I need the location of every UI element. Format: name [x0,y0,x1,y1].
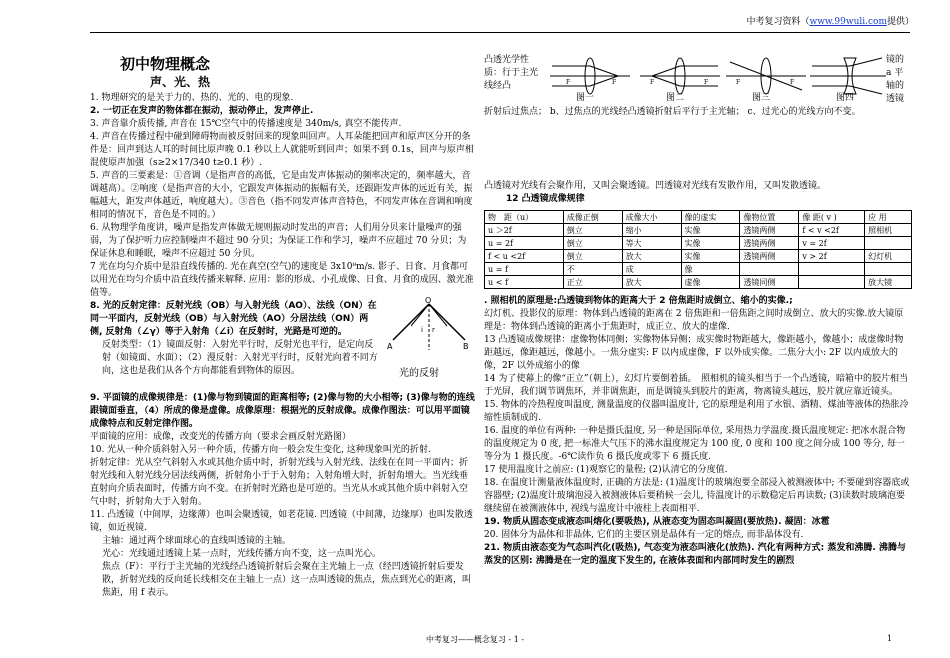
lens-imaging-table [484,210,912,289]
table-cell: 透镜两侧 [740,250,799,263]
para-r7: 16. 温度的单位有两种: 一种是摄氏温度, 另一种是国际单位, 采用热力学温度.摄氏温度规定: 把冰水混合物的温度规定为 0 度, 把一标准大气压下的沸水温度规定为 100 度, 0 度和 100 度之间分成 100 等分, 每一等分为 1 摄氏度。-6℃读作负 6 摄氏度或零下 6 摄氏度. [484,426,906,462]
para-r2: . 照相机的原理是:凸透镜到物体的距离大于 2 倍焦距时成倒立、缩小的实像.; [484,296,793,306]
table-cell: 正立 [563,276,622,289]
table-cell [740,263,799,276]
lens-diagrams [548,54,888,102]
header-link[interactable]: www.99wuli.com [809,17,887,27]
fig-2-label: 图二 [666,93,685,102]
table-cell: 放大 [622,250,681,263]
svg-text:F: F [566,79,571,86]
table-cell: u = 2f [485,237,564,250]
table-header-cell: 像的虚实 [681,211,740,224]
svg-text:F: F [650,79,655,86]
fig-1-label: 图一 [576,93,595,102]
table-row [485,237,912,250]
header-suffix: 提供） [886,17,914,27]
para-8b: 反射类型：（1）镜面反射：入射光平行时，反射光也平行，是定向反射（如镜面、水面）；（2）漫反射：入射光平行时，反射光向着不同方向，这也是我们从各个方向都能看到物体的原因。 [102,340,378,376]
table-cell: u = f [485,263,564,276]
table-cell: 实像 [681,224,740,237]
table-row [485,250,912,263]
table-header-cell: 物 距（u） [485,211,564,224]
lens-fig-3 [726,58,806,102]
fig-4-label: 图四 [836,93,855,102]
para-7: 7 光在均匀介质中是沿直线传播的. 光在真空(空气)的速度是 3x10⁸m/s. 影子、日食、月食都可以用光在均匀介质中沿直线传播来解释. 应用：影的形成、小孔成像、日食、月食的成因、激光准值等。 [90,262,474,298]
table-header-cell: 成像正倒 [563,211,622,224]
para-9b: 平面镜的应用：成像，改变光的传播方向（要求会画反射光路图） [90,432,352,442]
page-header [747,14,915,27]
para-10b: 折射定律：光从空气斜射入水或其他介质中时，折射光线与入射光线、法线在在同一平面内；折射光线和入射光线分居法线两侧，折射角小于于入射角；入射角增大时，折射角增大。当光线垂直射向介质表面时，传播方向不变。在折射时光路也是可逆的。当光从水或其他介质中斜射入空气中时，折射角大于入射角。 [90,458,469,507]
table-cell: 成 [622,263,681,276]
para-9: 9. 平面镜的成像规律是：(1)像与物到镜面的距离相等; (2)像与物的大小相等; (3)像与物的连线跟镜面垂直，（4）所成的像是虚像。成像原理：根据光的反射成像。成像作图法：可以用平面镜成像特点和反射定律作图。 [90,393,475,429]
table-cell: 幻灯机 [865,250,912,263]
para-11: 11. 凸透镜（中间厚，边缘薄）也叫会聚透镜，如老花镜. 凹透镜（中间薄，边缘厚）也叫发散透镜，如近视镜. [90,510,473,533]
para-8: 8. 光的反射定律：反射光线（OB）与入射光线（AO）、法线（ON）在同一平面内，反射光线（OB）与入射光线（AO）分居法线（ON）两侧, 反射角（∠γ）等于入射角（∠i）在反射时，光路是可逆的。 [90,301,377,337]
svg-text:A: A [387,342,393,351]
table-header-cell: 应 用 [865,211,912,224]
para-r9: 18. 在温度计测量液体温度时, 正确的方法是: (1)温度计的玻璃泡要全部浸入被测液体中; 不要碰到容器底或容器壁; (2)温度计玻璃泡浸入被测液体后要稍候一会儿, 待温度计的示数稳定后再读数; (3)读数时玻璃泡要继续留在被测液体中, 视线与温度计中液柱上表面相平. [484,478,910,514]
para-11c: 焦点（F）：平行于主光轴的光线经凸透镜折射后会聚在主光轴上一点（经凹透镜折射后要发散，折射光线的反向延长线相交在主轴上一点）这一点叫透镜的焦点，焦点到光心的距离，叫焦距，用 f 表示。 [102,562,472,598]
para-11a: 主轴：通过两个球面球心的直线叫透镜的主轴。 [102,536,292,546]
table-cell: 等大 [622,237,681,250]
reflection-label: 光的反射 [399,368,439,379]
table-row [485,263,912,276]
lens-figure-section [484,54,912,142]
lens-fig-2 [640,58,720,102]
para-r5: 14 为了使幕上的像“正立”（朝上），幻灯片要倒着插。 照相机的镜头相当于一个凸透镜，暗箱中的胶片相当于光屏，我们调节调焦环，并非调焦距，而是调镜头到胶片的距离，物离镜头越远，胶片就应靠近镜头。 [484,374,909,397]
table-cell: 透镜两侧 [740,224,799,237]
table-cell: v = 2f [799,237,865,250]
table-cell: 透镜两侧 [740,237,799,250]
para-r6: 15. 物体的冷热程度叫温度, 测量温度的仪器叫温度计, 它的原理是利用了水银、酒精、煤油等液体的热胀冷缩性质制成的. [484,400,909,423]
table-cell: u < f [485,276,564,289]
table-cell: 实像 [681,237,740,250]
right-column [484,54,912,568]
para-3: 3. 声音靠介质传播, 声音在 15℃空气中的传播速度是 340m/s, 真空不能传声. [90,119,402,129]
svg-text:F: F [790,79,795,86]
table-header-row [485,211,912,224]
para-r10: 19. 物质从固态变成液态叫熔化(要吸热), 从液态变为固态叫凝固(要放热). 凝固：冰雹 [484,517,830,527]
para-r3: 幻灯机、投影仪的原理：物体到凸透镜的距离在 2 倍焦距和一倍焦距之间时成倒立、放大的实像.放大镜原理是：物体到凸透镜的距离小于焦距时，成正立、放大的虚像. [484,309,904,332]
table-cell: 像 [681,263,740,276]
para-10: 10. 光从一种介质斜射入另一种介质，传播方向一般会发生变化, 这种现象叫光的折射. [90,445,431,455]
para-5: 5. 声音的三要素是：①音调（是指声音的高低，它是由发声体振动的频率决定的，频率越大，音调越高）。②响度（是指声音的大小，它跟发声体振动的振幅有关，还跟距发声体的远近有关，振幅越大，距发声体越近，响度越大）。③音色（指不同发声体声音特色，不同发声体在音调和响度相同的情况下，音色是不同的。） [90,171,473,220]
header-text: 中考复习资料（ [746,17,810,27]
page-number: 1 [886,634,892,643]
reflection-section [90,296,475,392]
svg-text:O: O [425,296,432,305]
lens-note: 折射后过焦点； b、过焦点的光线经凸透镜折射后平行于主光轴； c、过光心的光线方向不变。 [484,107,861,117]
table-header-cell: 成像大小 [622,211,681,224]
table-cell: 虚像 [681,276,740,289]
para-4: 4. 声音在传播过程中碰到障碍物而被反射回来的现象叫回声。人耳朵能把回声和原声区分开的条件是：回声到达人耳的时间比原声晚 0.1 秒以上人就能听到回声；如果不到 0.1s，回声与原声相混使原声加强（s≥2×17/340 t≥0.1 秒）. [90,132,474,168]
table-cell: 不 [563,263,622,276]
table-cell [865,263,912,276]
lens-fig-4 [810,58,886,102]
fig-3-label: 图三 [752,93,771,102]
svg-text:r: r [432,326,435,334]
lens-fig-1 [550,58,630,102]
table-body [485,224,912,289]
table-header-cell: 像 距( v ) [799,211,865,224]
table-cell: f < v <2f [799,224,865,237]
table-cell: f < u <2f [485,250,564,263]
para-6: 6. 从物理学角度讲，噪声是指发声体做无规则振动时发出的声音；人们用分贝来计量噪声的强弱，为了保护听力应控制噪声不超过 90 分贝；为保证工作和学习，噪声不应超过 70 分贝；为保证休息和睡眠，噪声不应超过 50 分贝。 [90,223,467,259]
table-cell: 缩小 [622,224,681,237]
table-cell [799,276,865,289]
table-row [485,276,912,289]
header-rule [90,32,910,33]
table-cell: 放大 [622,276,681,289]
table-cell [799,263,865,276]
para-r12: 21. 物质由液态变为气态叫汽化(吸热), 气态变为液态叫液化(放热). 汽化有两种方式: 蒸发和沸腾. 沸腾与蒸发的区别: 沸腾是在一定的温度下发生的, 在液体表面和内部同时发生的剧烈 [484,543,906,566]
table-cell: 倒立 [563,224,622,237]
svg-text:F: F [704,79,709,86]
para-r11: 20. 固体分为晶体和非晶体, 它们的主要区别是晶体有一定的熔点, 而非晶体没有. [484,530,804,540]
table-cell: 照相机 [865,224,912,237]
table-cell: u ＞2f [485,224,564,237]
svg-text:B: B [463,342,469,351]
table-header-cell: 像物位置 [740,211,799,224]
table-cell: 倒立 [563,250,622,263]
table-cell [865,237,912,250]
svg-text:F: F [736,79,741,86]
table-row [485,224,912,237]
para-2: 2. 一切正在发声的物体都在振动，振动停止，发声停止. [90,106,314,116]
lens-right-text: 镜的 a 平轴的透镜 [886,55,905,104]
table-cell: 倒立 [563,237,622,250]
page-footer: 中考复习——概念复习 - 1 - [425,635,525,644]
lens-left-text: 凸透光学性质：行于主光线经凸 [484,55,539,91]
para-11b: 光心：光线通过透镜上某一点时，光线传播方向不变，这一点叫光心。 [102,549,382,559]
svg-text:i: i [421,326,423,334]
page-title: 初中物理概念 [120,55,211,73]
para-r4: 13 凸透镜成像规律：虚像物体同侧；实像物体异侧；成实像时物距越大，像距越小，像越小；成虚像时物距越远，像距越远，像越小。一焦分虚实: F 以内成虚像，F 以外成实像。二焦分大小: 2F 以内成放大的像，2F 以外成缩小的像 [484,335,904,371]
table-cell: v > 2f [799,250,865,263]
left-column [90,54,475,600]
reflection-diagram [385,296,473,392]
section-subtitle: 声、光、热 [150,75,211,89]
table-cell: 透镜同侧 [740,276,799,289]
table-title: 12 凸透镜成像规律 [506,194,585,204]
table-cell: 实像 [681,250,740,263]
table-cell: 放大镜 [865,276,912,289]
svg-text:F: F [612,79,617,86]
para-r1: 凸透镜对光线有会聚作用，又叫会聚透镜。凹透镜对光线有发散作用，又叫发散透镜。 [484,181,827,191]
para-1: 1. 物理研究的是关于力的、热的、光的、电的现象. [90,93,294,103]
para-r8: 17 使用温度计之前应: (1)观察它的量程; (2)认清它的分度值. [484,465,728,475]
